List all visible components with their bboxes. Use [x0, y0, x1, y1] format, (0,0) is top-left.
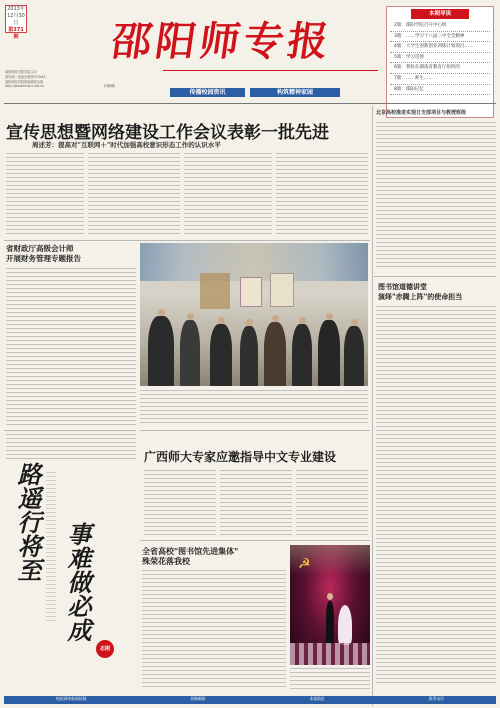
award-text	[142, 570, 286, 690]
calligraphy-col2: 事难做必成	[63, 522, 92, 642]
slogan-left: 传播校园资讯	[170, 88, 245, 97]
seal-stamp: 志刚	[96, 640, 114, 658]
finance-report-text	[6, 268, 136, 428]
footer-item: 投稿邮箱	[190, 696, 206, 701]
toc-item[interactable]: 7版：……师生……	[390, 74, 490, 85]
library-headline	[378, 282, 496, 302]
right-rule	[374, 276, 496, 277]
library-text	[376, 306, 496, 684]
issue-date: 12月30日	[7, 13, 25, 26]
stage-photo	[290, 545, 370, 665]
guangxi-headline: 广西师大专家应邀指导中文专业建设	[144, 450, 337, 464]
footer-item: 本报地址	[309, 696, 325, 701]
lead-text-col3	[184, 153, 272, 237]
right-top-text	[376, 122, 496, 270]
award-headline	[142, 546, 288, 566]
masthead-underline	[163, 70, 378, 80]
lead-text-col2	[88, 153, 180, 237]
slogan-right: 构筑精神家园	[250, 88, 340, 97]
lead-photo	[140, 243, 368, 386]
right-top-headline: 北京高校推进实现日支部项目与教授班级	[376, 110, 467, 116]
toc-list	[387, 21, 493, 95]
performer-figure	[326, 601, 334, 645]
website-link[interactable]: http://www.hnsyu.net.cn	[5, 84, 44, 89]
section-rule	[140, 540, 370, 541]
section-rule	[4, 240, 370, 241]
toc-item[interactable]: 2版：邵阳学院召开中心组	[390, 21, 490, 32]
library-title-line2: 演绎"赤腾上阵"的使命担当	[378, 292, 463, 301]
finance-title-line2: 开展财务管理专题报告	[6, 254, 81, 263]
calligraphy-block	[6, 462, 136, 692]
toc-item[interactable]: 6版：我校在湖南省教育厅组织的	[390, 63, 490, 74]
masthead-rule	[4, 103, 496, 104]
lead-text-col1	[6, 153, 84, 237]
toc-item[interactable]: 4版：大学生创新创业训练计划项目……	[390, 42, 490, 53]
photo-caption	[140, 390, 368, 426]
dancer-figure	[338, 605, 352, 645]
stage-caption	[290, 668, 370, 690]
toc-item[interactable]: 8版：邵阳记忆	[390, 85, 490, 96]
award-title-line1: 全省高校"图书馆先进集体"	[142, 546, 239, 556]
lead-subtitle: 周述芳：提高对"互联网＋"时代加强高校意识形态工作的认识水平	[32, 141, 221, 149]
toc-header: 本期导读	[411, 9, 469, 19]
party-emblem-icon: ☭	[298, 556, 311, 572]
finance-report-headline	[6, 244, 136, 264]
finance-title-line1: 省财政厅高级会计师	[6, 244, 74, 253]
calligraphy-col1: 路遥行将至	[13, 462, 42, 582]
toc-box	[386, 6, 494, 118]
guangxi-text-col1	[144, 470, 216, 536]
publisher-line2: 国内统一连续出版物号CN43-	[5, 74, 47, 79]
publisher-line1: 邵阳师范学院党委主办	[5, 70, 37, 74]
calligraphy-inscription	[46, 472, 56, 622]
lead-headline: 宣传思想暨网络建设工作会议表彰一批先进	[6, 123, 329, 143]
masthead-title: 邵阳师专报	[108, 18, 336, 65]
issue-year: 2013年	[7, 6, 25, 12]
column-divider	[372, 106, 373, 706]
calligraphy-intro-text	[6, 434, 136, 460]
footer-item: 校园网络新闻投稿	[56, 696, 87, 701]
section-rule	[4, 430, 136, 431]
section-rule	[140, 430, 370, 431]
toc-item[interactable]: 5版：学习贯彻	[390, 53, 490, 64]
lead-text-col4	[276, 153, 368, 237]
page-count: 本期8版	[103, 84, 115, 89]
publisher-info	[5, 70, 115, 89]
footer-item: 联系电话	[428, 696, 444, 701]
issue-date-box	[5, 5, 27, 40]
toc-item[interactable]: 3版：……学习十八届三中全会精神	[390, 32, 490, 43]
library-title-line1: 图书馆道德讲堂	[378, 282, 427, 291]
guangxi-text-col2	[220, 470, 292, 536]
publisher-line3: 邵阳师范学院报编辑部出版	[5, 79, 44, 84]
issue-number: 第371期	[8, 27, 24, 40]
guangxi-text-col3	[296, 470, 368, 536]
award-title-line2: 殊荣花落我校	[142, 556, 190, 566]
footer-bar	[4, 696, 496, 704]
